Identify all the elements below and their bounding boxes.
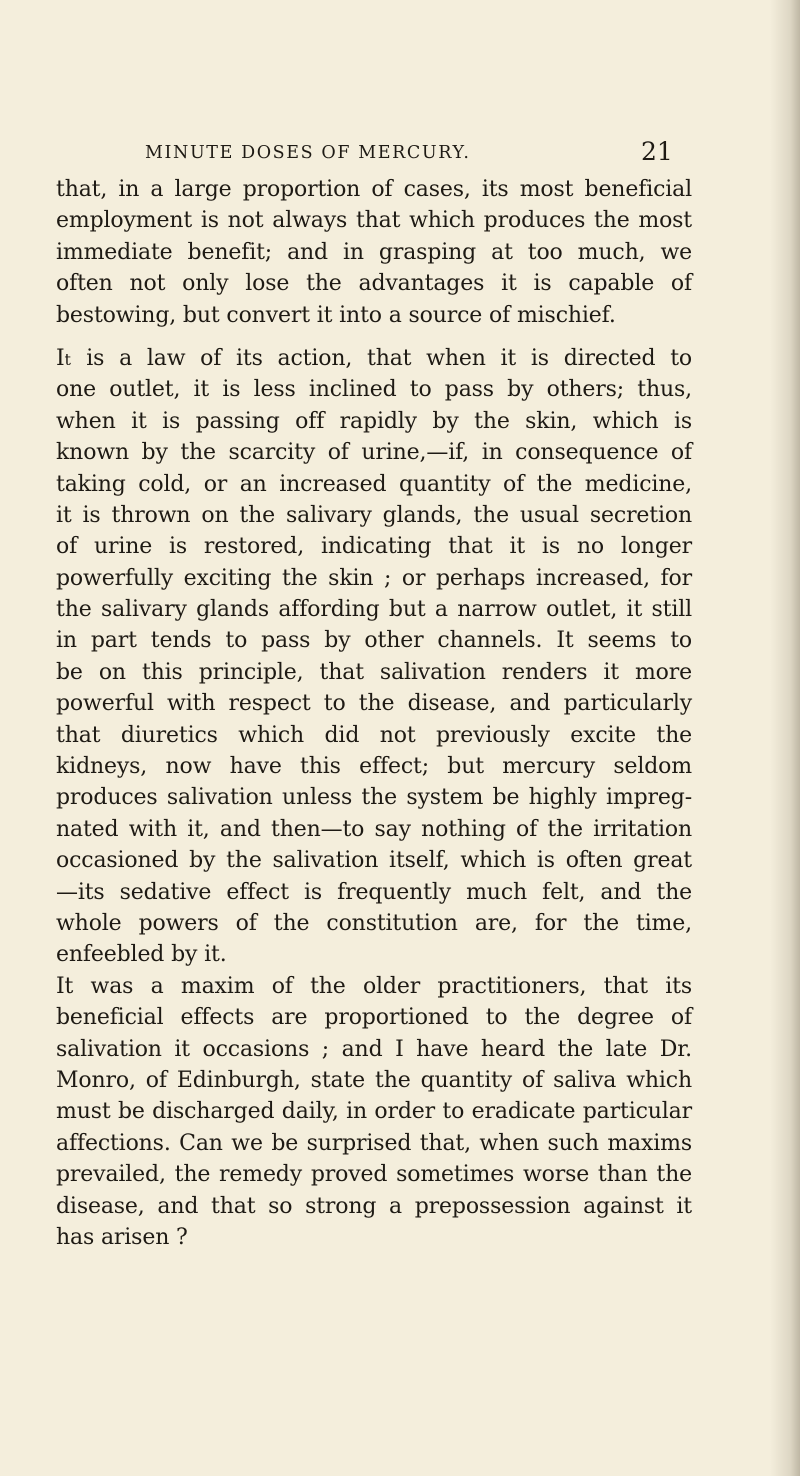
text-line: that, in a large proportion of cases, its most beneficial	[56, 177, 692, 202]
running-title: MINUTE DOSES OF MERCURY.	[145, 143, 471, 163]
text-line: Monro, of Edinburgh, state the quantity of saliva which	[56, 1067, 692, 1093]
text-line: must be discharged daily, in order to eradicate particular	[56, 1099, 692, 1125]
text-line: that diuretics which did not previously excite the	[56, 722, 692, 748]
running-head	[145, 137, 685, 169]
body-text	[56, 174, 692, 1253]
text-line: kidneys, now have this effect; but mercury seldom	[56, 754, 692, 780]
page-number: 21	[641, 137, 673, 166]
paragraph-2	[56, 343, 692, 971]
text-line: often not only lose the advantages it is capable of	[56, 271, 692, 297]
opening-line-rest: is a law of its action, that when it is directed to	[71, 345, 692, 371]
text-line: produces salivation unless the system be highly impreg-	[56, 785, 692, 811]
text-line: it is thrown on the salivary glands, the usual secretion	[56, 502, 692, 528]
text-line: affections. Can we be surprised that, when such maxims	[56, 1130, 692, 1156]
text-line: whole powers of the constitution are, for the time,	[56, 910, 692, 936]
text-line: one outlet, it is less inclined to pass by others; thus,	[56, 377, 692, 403]
text-line: be on this principle, that salivation renders it more	[56, 659, 692, 685]
text-line: enfeebled by it.	[56, 942, 227, 968]
text-line: employment is not always that which produces the most	[56, 208, 692, 234]
text-line: occasioned by the salivation itself, which is often great	[56, 848, 692, 874]
text-line: taking cold, or an increased quantity of the medicine,	[56, 471, 692, 497]
text-line: known by the scarcity of urine,—if, in consequence of	[56, 440, 692, 466]
paragraph-1	[56, 174, 692, 331]
text-line: immediate benefit; and in grasping at too much, we	[56, 239, 692, 265]
small-caps-initial: I	[56, 345, 65, 371]
small-caps-rest: t	[64, 349, 72, 369]
text-line: salivation it occasions ; and I have heard the late Dr.	[56, 1036, 692, 1062]
text-line: nated with it, and then—to say nothing of the irritation	[56, 816, 692, 842]
paragraph-3	[56, 971, 692, 1254]
text-line: when it is passing off rapidly by the skin, which is	[56, 408, 692, 434]
text-line: disease, and that so strong a prepossession against it	[56, 1193, 692, 1219]
text-line: powerfully exciting the skin ; or perhaps increased, for	[56, 565, 692, 591]
text-line: beneficial effects are proportioned to the degree of	[56, 1005, 692, 1031]
text-line: powerful with respect to the disease, and particularly	[56, 691, 692, 717]
text-line: of urine is restored, indicating that it is no longer	[56, 534, 692, 560]
text-line: bestowing, but convert it into a source of mischief.	[56, 302, 616, 328]
text-line-opening	[56, 343, 692, 374]
text-line: in part tends to pass by other channels. It seems to	[56, 628, 692, 654]
text-line: has arisen ?	[56, 1224, 188, 1250]
text-line: prevailed, the remedy proved sometimes worse than the	[56, 1162, 692, 1188]
text-line: —its sedative effect is frequently much felt, and the	[56, 879, 692, 905]
text-line: It was a maxim of the older practitioners, that its	[56, 973, 692, 999]
text-line: the salivary glands affording but a narrow outlet, it still	[56, 597, 692, 623]
